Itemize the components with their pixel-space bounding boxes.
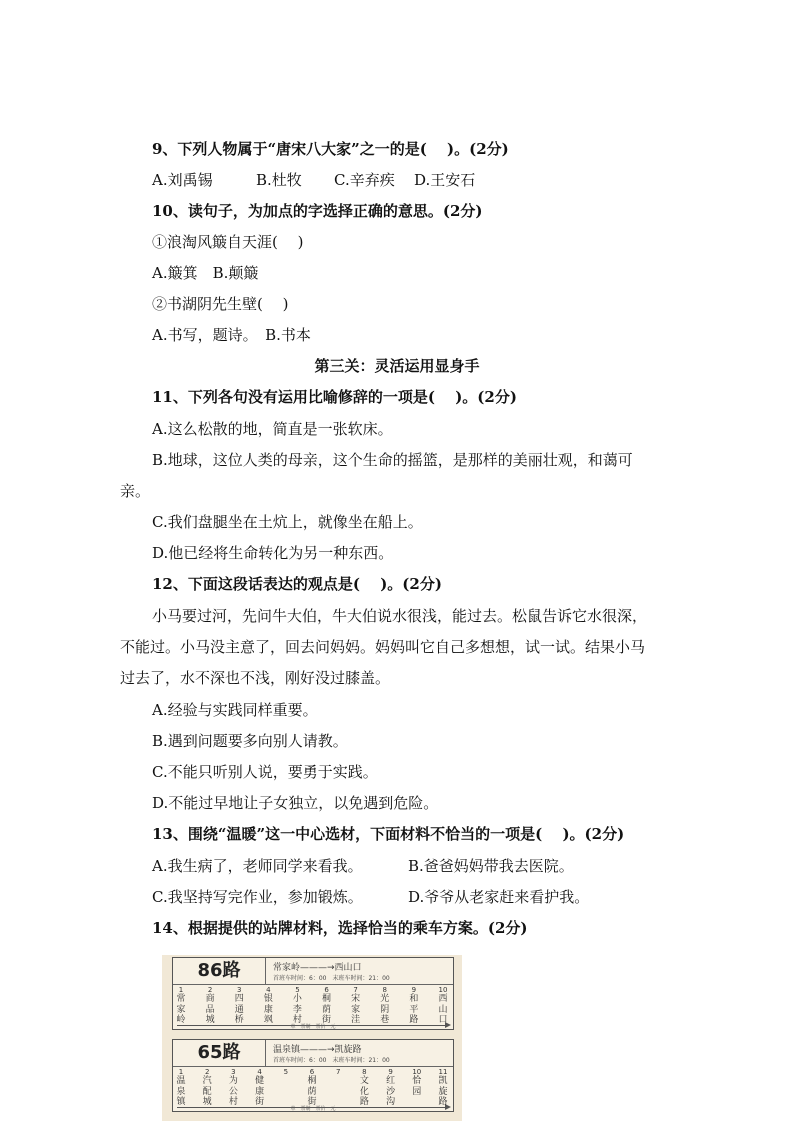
bus-stop-number: 1 bbox=[178, 1068, 184, 1076]
question-9-options bbox=[152, 170, 475, 190]
question-11-option-a: A.这么松散的地，简直是一张软床。 bbox=[152, 420, 393, 438]
question-11-option-d: D.他已经将生命转化为另一种东西。 bbox=[152, 544, 394, 562]
bus-stop-name: 汽 配 城 bbox=[202, 1076, 212, 1107]
bus-stop-name: 桐 荫 街 bbox=[322, 994, 332, 1025]
bus-stop-name: 常 家 岭 bbox=[176, 994, 186, 1025]
bus-stop-number: 9 bbox=[388, 1068, 393, 1076]
bus-stop bbox=[200, 986, 220, 1026]
route-65-number: 65路 bbox=[173, 1040, 266, 1066]
question-12-option-c: C.不能只听别人说，要勇于实践。 bbox=[152, 763, 378, 781]
bus-stop-number: 9 bbox=[411, 986, 417, 994]
bus-stop bbox=[346, 986, 366, 1026]
option-d: D.王安石 bbox=[414, 171, 476, 189]
bus-stop bbox=[223, 1068, 243, 1108]
bus-stop bbox=[229, 986, 249, 1026]
bus-stop bbox=[287, 986, 307, 1026]
question-11-stem: 11、下列各句没有运用比喻修辞的一项是( )。(2分) bbox=[152, 388, 517, 406]
question-13-stem: 13、围绕“温暖”这一中心选材，下面材料不恰当的一项是( )。(2分) bbox=[152, 825, 625, 843]
bus-stop-number: 8 bbox=[382, 986, 387, 994]
bus-stop bbox=[317, 986, 337, 1026]
question-10-sentence-1: ①浪淘风簸自天涯( ) bbox=[152, 233, 304, 251]
bus-stop-number: 3 bbox=[231, 1068, 236, 1076]
bus-stop-number: 6 bbox=[309, 1068, 315, 1076]
route-86-fare: 单一票制 票价一元 bbox=[290, 1024, 336, 1030]
bus-stop-number: 6 bbox=[324, 986, 329, 994]
bus-stop-name: 和 平 路 bbox=[409, 994, 419, 1025]
bus-stop bbox=[407, 1068, 427, 1097]
bus-stop-name: 商 品 城 bbox=[205, 994, 215, 1025]
bus-stop-number: 4 bbox=[266, 986, 271, 994]
bus-stop-number: 2 bbox=[204, 1068, 210, 1076]
bus-stop-name: 桐 荫 街 bbox=[307, 1076, 317, 1107]
question-14-stem: 14、根据提供的站牌材料，选择恰当的乘车方案。(2分) bbox=[152, 919, 528, 937]
bus-stop bbox=[197, 1068, 217, 1108]
bus-stop bbox=[404, 986, 424, 1026]
question-10-stem: 10、读句子，为加点的字选择正确的意思。(2分) bbox=[152, 202, 483, 220]
question-11-option-b: B.地球，这位人类的母亲，这个生命的摇篮，是那样的美丽壮观，和蔼可 bbox=[152, 451, 633, 469]
question-13-option-b: B.爸爸妈妈带我去医院。 bbox=[408, 857, 574, 875]
section-3-heading: 第三关：灵活运用显身手 bbox=[314, 357, 480, 375]
question-10-sentence-2-options: A.书写，题诗。 B.书本 bbox=[152, 326, 311, 344]
route-86-number: 86路 bbox=[173, 958, 266, 984]
bus-stop bbox=[258, 986, 278, 1026]
question-13-option-c: C.我坚持写完作业，参加锻炼。 bbox=[152, 888, 363, 906]
question-10-sentence-2: ②书湖阴先生壁( ) bbox=[152, 295, 289, 313]
bus-stop-name: 四 通 桥 bbox=[234, 994, 244, 1025]
bus-stop-sign-image bbox=[162, 955, 462, 1121]
route-86-direction: 常家岭———→西山口 bbox=[273, 963, 362, 973]
route-86-times: 首班车时间：6：00 末班车时间：21：00 bbox=[273, 975, 390, 982]
bus-stop-number: 7 bbox=[353, 986, 358, 994]
bus-stop bbox=[381, 1068, 401, 1108]
bus-stop bbox=[302, 1068, 322, 1108]
bus-stop-name: 光 阴 巷 bbox=[380, 994, 390, 1025]
bus-stop bbox=[375, 986, 395, 1026]
question-13-option-d: D.爷爷从老家赶来看护我。 bbox=[408, 888, 590, 906]
bus-stop-number: 10 bbox=[438, 986, 448, 994]
option-c: C.辛弃疾 bbox=[334, 171, 395, 189]
route-65-fare: 单一票制 票价一元 bbox=[290, 1106, 336, 1112]
question-12-passage-line-3: 过去了，水不深也不浅，刚好没过膝盖。 bbox=[120, 669, 391, 687]
route-86-stops bbox=[173, 985, 453, 1029]
question-9-stem: 9、下列人物属于“唐宋八大家”之一的是( )。(2分) bbox=[152, 140, 509, 158]
bus-stop-name: 健 康 街 bbox=[255, 1076, 265, 1107]
route-65-panel bbox=[172, 1039, 454, 1112]
bus-stop bbox=[276, 1068, 296, 1076]
bus-stop-name: 为 公 村 bbox=[228, 1076, 238, 1107]
option-b: B.杜牧 bbox=[256, 171, 302, 189]
question-12-option-d: D.不能过早地让子女独立，以免遇到危险。 bbox=[152, 794, 439, 812]
bus-stop-number: 10 bbox=[412, 1068, 422, 1076]
bus-stop bbox=[250, 1068, 270, 1108]
bus-stop-name: 凯 旋 路 bbox=[438, 1076, 448, 1107]
bus-stop bbox=[433, 986, 453, 1026]
bus-stop-number: 2 bbox=[207, 986, 213, 994]
bus-stop-name: 恰 园 bbox=[412, 1076, 422, 1097]
bus-stop-number: 1 bbox=[178, 986, 184, 994]
bus-stop bbox=[354, 1068, 374, 1108]
bus-stop-name: 小 李 村 bbox=[292, 994, 302, 1025]
bus-stop-name: 文 化 路 bbox=[359, 1076, 369, 1107]
bus-stop-number: 3 bbox=[236, 986, 242, 994]
question-11-option-c: C.我们盘腿坐在土炕上，就像坐在船上。 bbox=[152, 513, 423, 531]
route-65-times: 首班车时间：6：00 末班车时间：21：00 bbox=[273, 1057, 390, 1064]
bus-stop bbox=[433, 1068, 453, 1108]
bus-stop-number: 7 bbox=[335, 1068, 341, 1076]
question-13-option-a: A.我生病了，老师同学来看我。 bbox=[152, 857, 363, 875]
question-12-option-a: A.经验与实践同样重要。 bbox=[152, 701, 318, 719]
question-11-option-b-cont: 亲。 bbox=[120, 482, 151, 500]
bus-stop-name: 西 山 口 bbox=[438, 994, 448, 1025]
question-12-stem: 12、下面这段话表达的观点是( )。(2分) bbox=[152, 575, 442, 593]
bus-stop-number: 8 bbox=[362, 1068, 367, 1076]
bus-stop-name: 红 沙 沟 bbox=[386, 1076, 396, 1107]
bus-stop-number: 4 bbox=[257, 1068, 262, 1076]
bus-stop-name: 银 康 飒 bbox=[263, 994, 273, 1025]
route-86-panel bbox=[172, 957, 454, 1030]
question-12-passage-line-2: 不能过。小马没主意了，回去问妈妈。妈妈叫它自己多想想，试一试。结果小马 bbox=[120, 638, 646, 656]
bus-stop-name: 宋 家 洼 bbox=[351, 994, 361, 1025]
bus-stop-number: 11 bbox=[438, 1068, 448, 1076]
bus-stop bbox=[171, 1068, 191, 1108]
bus-stop bbox=[328, 1068, 348, 1076]
option-a: A.刘禹锡 bbox=[152, 171, 213, 189]
bus-stop-number: 5 bbox=[295, 986, 300, 994]
bus-stop bbox=[171, 986, 191, 1026]
bus-stop-number: 5 bbox=[283, 1068, 289, 1076]
bus-stop-name: 温 泉 镇 bbox=[176, 1076, 186, 1107]
route-65-stops bbox=[173, 1067, 453, 1111]
question-12-option-b: B.遇到问题要多向别人请教。 bbox=[152, 732, 348, 750]
question-12-passage-line-1: 小马要过河，先问牛大伯，牛大伯说水很浅，能过去。松鼠告诉它水很深， bbox=[152, 607, 648, 625]
route-65-direction: 温泉镇———→凯旋路 bbox=[273, 1045, 362, 1055]
question-10-sentence-1-options: A.簸箕 B.颠簸 bbox=[152, 264, 259, 282]
